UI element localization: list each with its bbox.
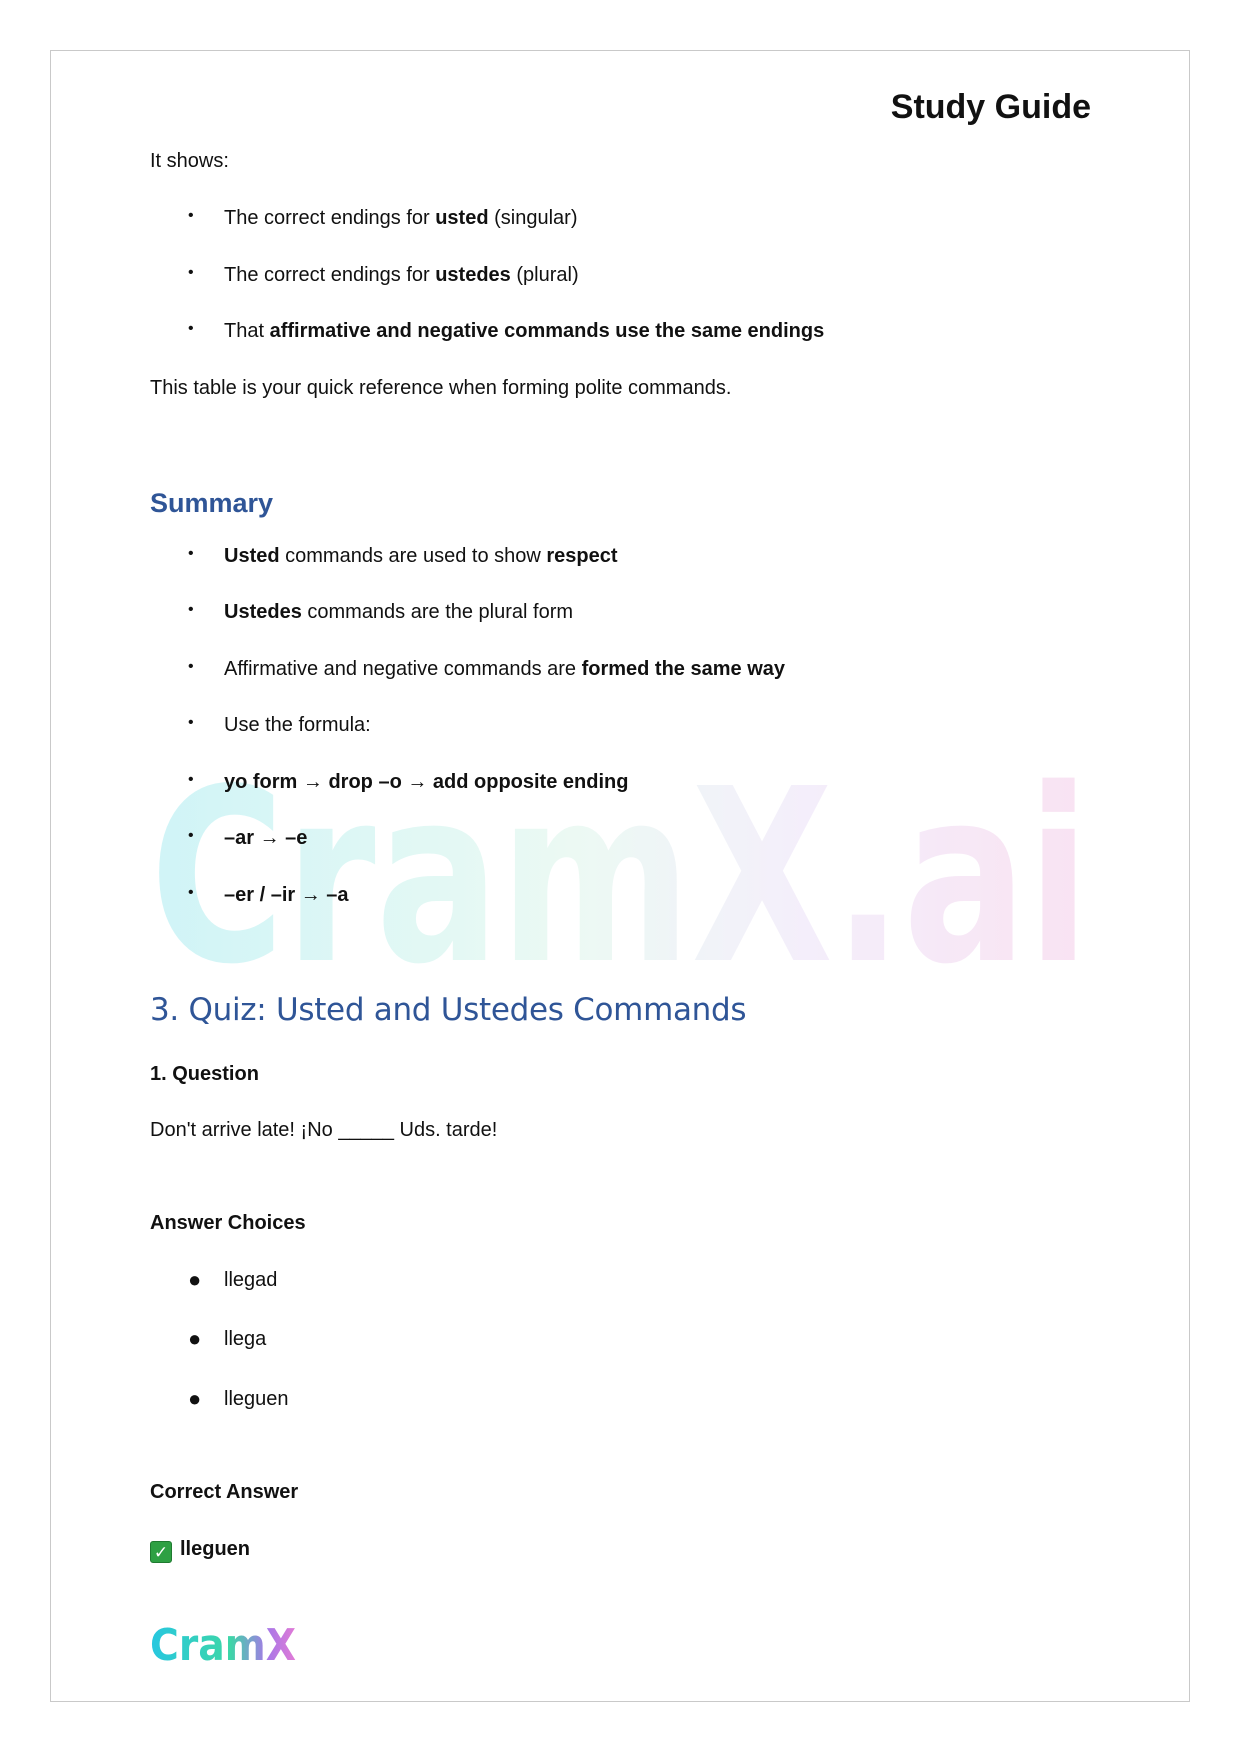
bullet-icon: ● [188, 1267, 202, 1292]
logo-text: CramX [150, 1620, 297, 1668]
bullet-icon: • [188, 545, 194, 562]
bullet-icon: • [188, 320, 194, 337]
bullet-icon: • [188, 264, 194, 281]
answer-choices-label: Answer Choices [150, 1212, 306, 1234]
page-title: Study Guide [890, 88, 1091, 126]
bullet-icon: • [188, 601, 194, 618]
intro-lead: It shows: [150, 150, 229, 172]
watermark-text: CramX.ai [150, 755, 1090, 995]
correct-answer-label: Correct Answer [150, 1481, 299, 1503]
bullet-icon: • [188, 884, 194, 901]
bullet-icon: ● [188, 1386, 202, 1411]
bullet-icon: • [188, 658, 194, 675]
summary-heading: Summary [150, 488, 274, 518]
question-label: 1. Question [150, 1063, 259, 1085]
bullet-icon: • [188, 207, 194, 224]
question-text: Don't arrive late! ¡No _____ Uds. tarde! [150, 1119, 498, 1141]
bullet-icon: ● [188, 1326, 202, 1351]
checkmark-icon: ✓ [150, 1541, 172, 1563]
bullet-icon: • [188, 771, 194, 788]
page-border [50, 50, 1190, 1702]
bullet-icon: • [188, 714, 194, 731]
table-note: This table is your quick reference when forming polite commands. [150, 377, 732, 399]
correct-answer: ✓ lleguen [150, 1538, 250, 1563]
cramx-logo [150, 1618, 300, 1668]
bullet-icon: • [188, 827, 194, 844]
quiz-heading: 3. Quiz: Usted and Ustedes Commands [150, 992, 747, 1028]
